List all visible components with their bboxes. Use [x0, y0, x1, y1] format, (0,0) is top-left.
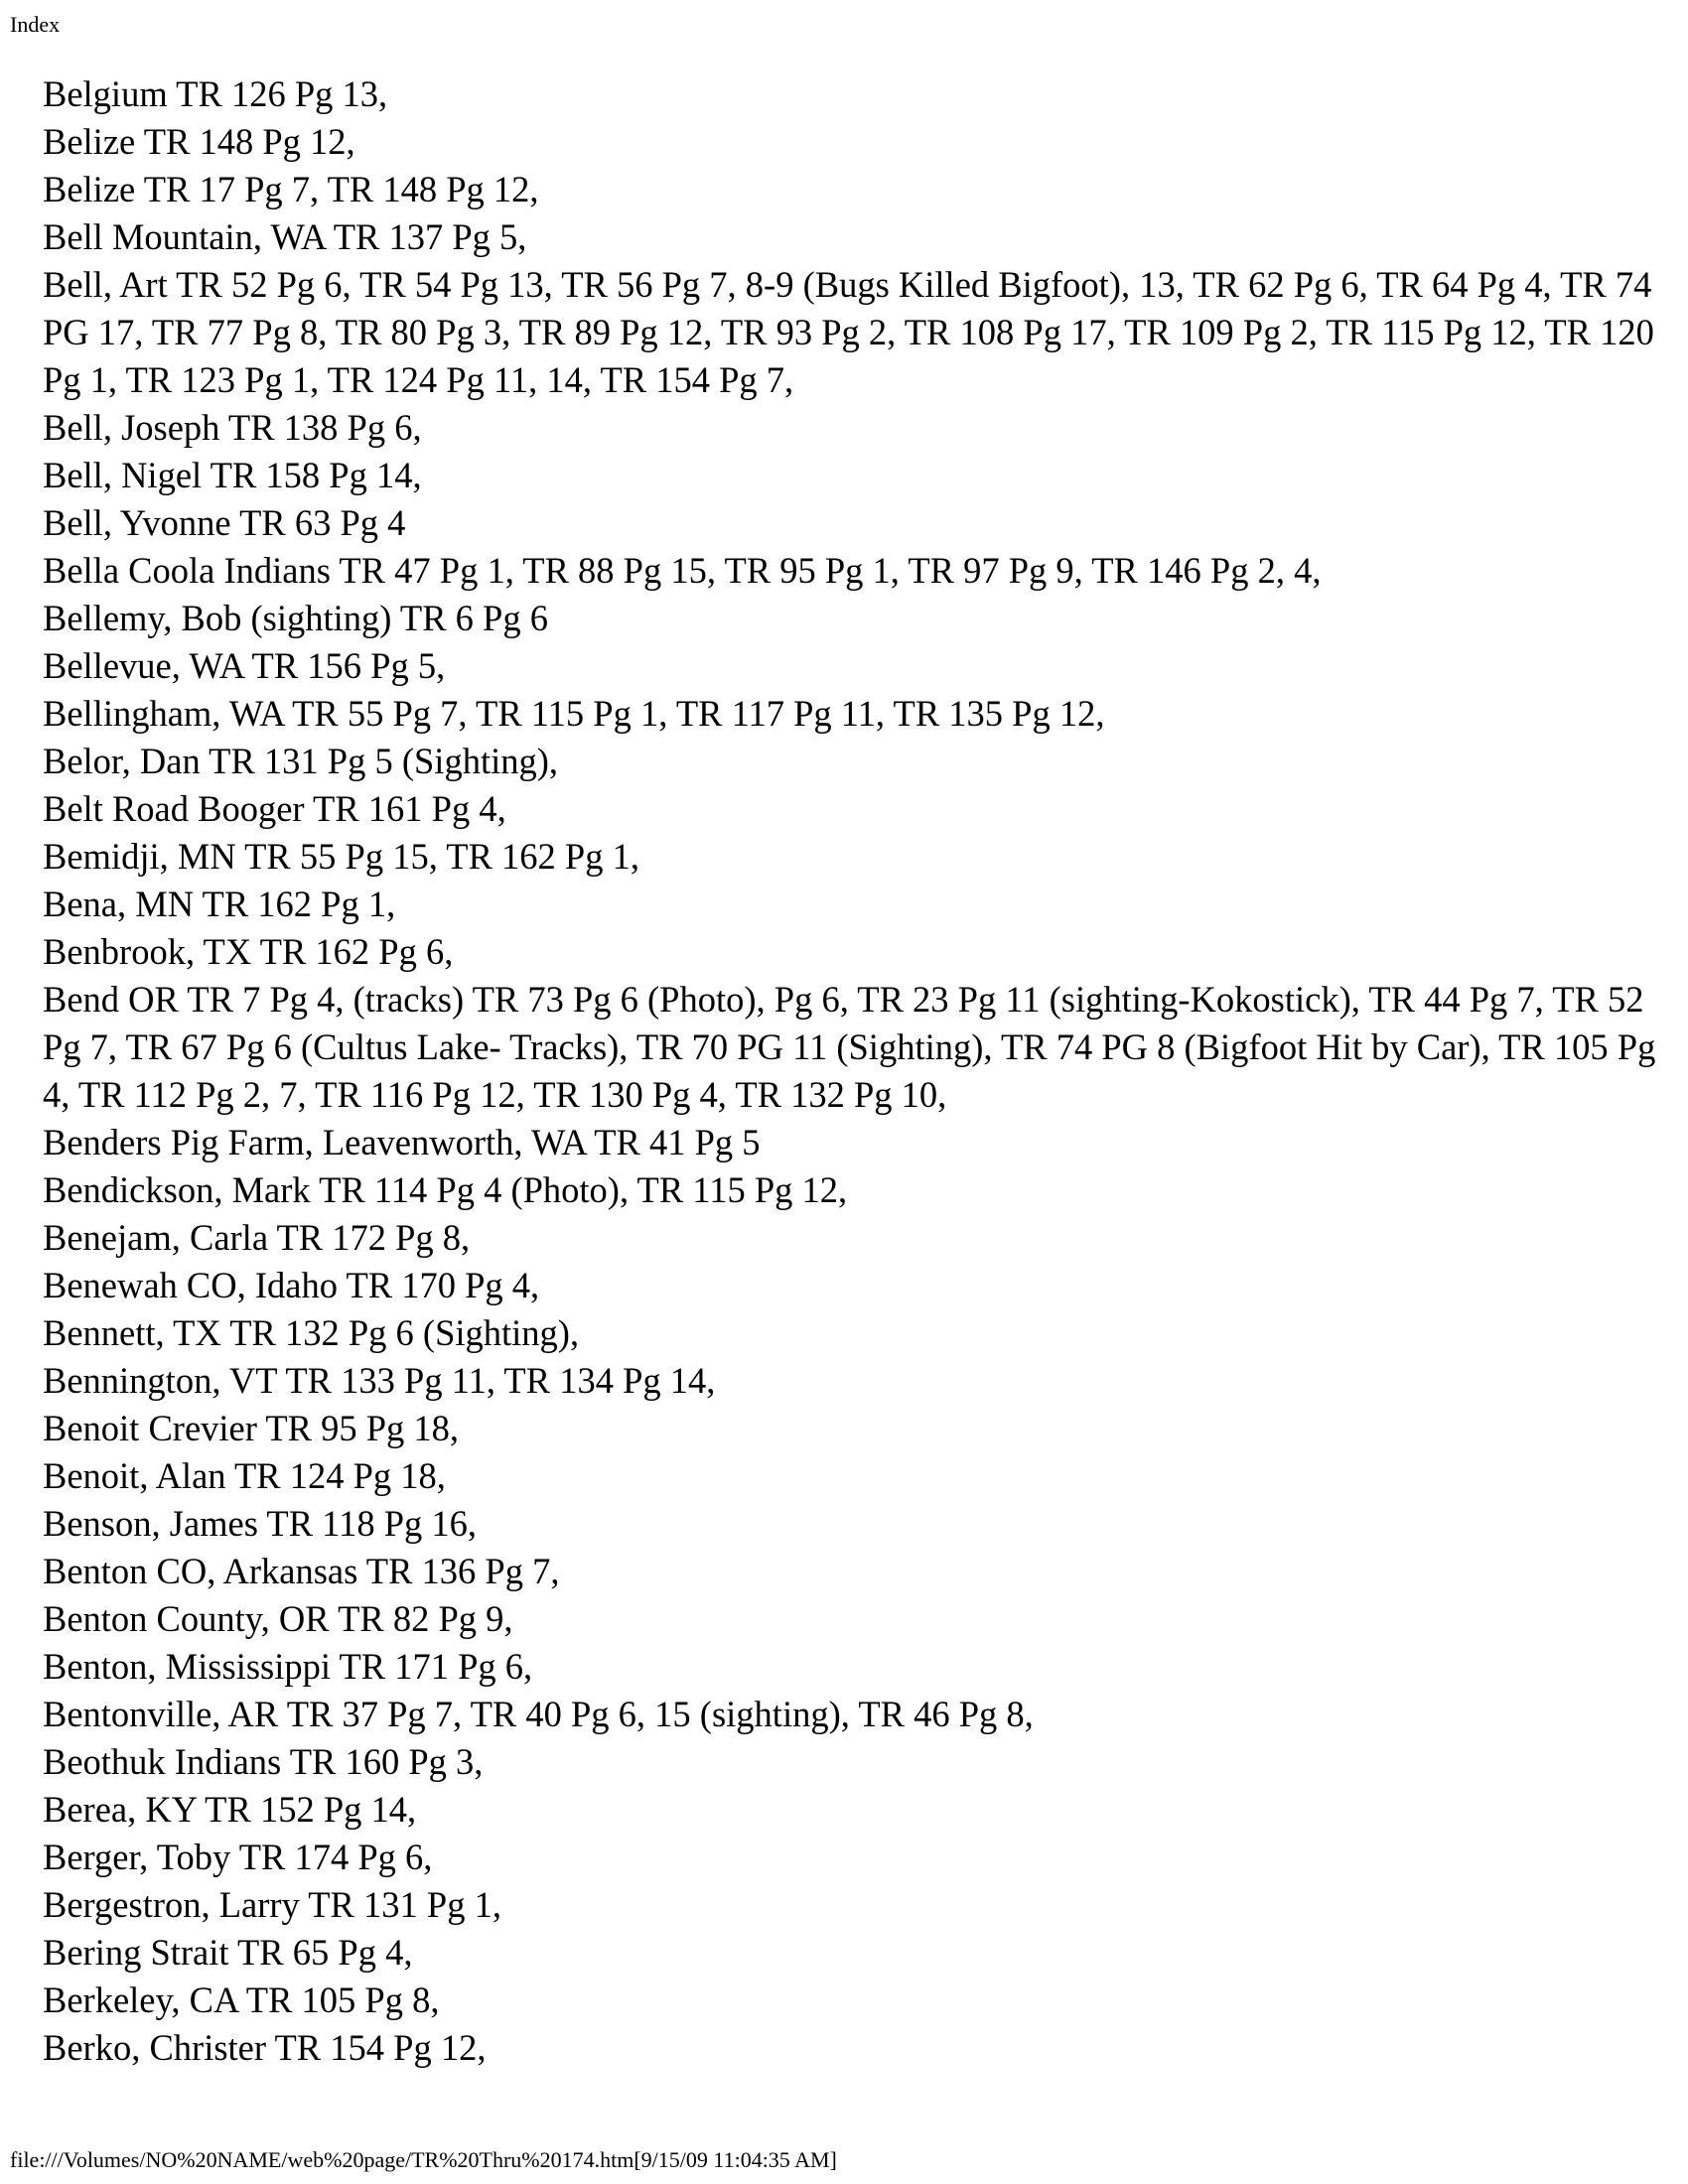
index-entry: Benejam, Carla TR 172 Pg 8,: [43, 1217, 471, 1258]
index-entry: Belor, Dan TR 131 Pg 5 (Sighting),: [43, 741, 559, 781]
index-entry: Benders Pig Farm, Leavenworth, WA TR 41 Pg 5: [43, 1122, 761, 1162]
index-entry: Bena, MN TR 162 Pg 1,: [43, 884, 396, 924]
index-entry: Belgium TR 126 Pg 13,: [43, 73, 388, 114]
index-entry: Berea, KY TR 152 Pg 14,: [43, 1789, 417, 1830]
index-entry: Bell, Nigel TR 158 Pg 14,: [43, 455, 422, 495]
index-entry: Bell, Joseph TR 138 Pg 6,: [43, 407, 422, 448]
index-entry: Berger, Toby TR 174 Pg 6,: [43, 1837, 433, 1877]
index-entry: Bering Strait TR 65 Pg 4,: [43, 1932, 413, 1973]
index-entry: Benewah CO, Idaho TR 170 Pg 4,: [43, 1265, 540, 1305]
index-entry: Belt Road Booger TR 161 Pg 4,: [43, 788, 506, 829]
index-entry: Benton County, OR TR 82 Pg 9,: [43, 1598, 513, 1639]
index-entry: Bella Coola Indians TR 47 Pg 1, TR 88 Pg 15, TR 95 Pg 1, TR 97 Pg 9, TR 146 Pg 2, 4,: [43, 550, 1322, 591]
index-entry: Bellingham, WA TR 55 Pg 7, TR 115 Pg 1, TR 117 Pg 11, TR 135 Pg 12,: [43, 693, 1105, 734]
index-entry: Benoit Crevier TR 95 Pg 18,: [43, 1408, 460, 1448]
index-entry: Berkeley, CA TR 105 Pg 8,: [43, 1979, 440, 2020]
index-entry: Bennington, VT TR 133 Pg 11, TR 134 Pg 14,: [43, 1360, 716, 1401]
index-entry: Bend OR TR 7 Pg 4, (tracks) TR 73 Pg 6 (Photo), Pg 6, TR 23 Pg 11 (sighting-Kokostick), TR 44 Pg 7, TR 52 Pg 7, TR 67 Pg 6 (Cultus Lake- Tracks), TR 70 PG 11 (Sighting), TR 74 PG 8 (Bigfoot Hit by Car), TR 105 Pg 4, TR 112 Pg 2, 7, TR 116 Pg 12, TR 130 Pg 4, TR 132 Pg 10,: [43, 979, 1656, 1115]
index-entry: Belize TR 17 Pg 7, TR 148 Pg 12,: [43, 169, 539, 209]
index-entry: Bellemy, Bob (sighting) TR 6 Pg 6: [43, 598, 548, 638]
index-entry: Bendickson, Mark TR 114 Pg 4 (Photo), TR 115 Pg 12,: [43, 1169, 848, 1210]
index-entry: Bell, Yvonne TR 63 Pg 4: [43, 502, 406, 543]
index-entry: Bellevue, WA TR 156 Pg 5,: [43, 645, 446, 686]
index-entry: Benton CO, Arkansas TR 136 Pg 7,: [43, 1551, 560, 1591]
index-entry: Benoit, Alan TR 124 Pg 18,: [43, 1455, 446, 1496]
index-list: [43, 70, 1661, 2072]
page-title: Index: [10, 12, 61, 37]
index-entry: Belize TR 148 Pg 12,: [43, 121, 355, 162]
index-entry: Bemidji, MN TR 55 Pg 15, TR 162 Pg 1,: [43, 836, 639, 877]
index-entry: Bell Mountain, WA TR 137 Pg 5,: [43, 216, 527, 257]
index-entry: Benson, James TR 118 Pg 16,: [43, 1503, 478, 1544]
index-entry: Benbrook, TX TR 162 Pg 6,: [43, 931, 454, 972]
index-entry: Bennett, TX TR 132 Pg 6 (Sighting),: [43, 1312, 580, 1353]
index-entry: Berko, Christer TR 154 Pg 12,: [43, 2027, 487, 2068]
file-path-footer: file:///Volumes/NO%20NAME/web%20page/TR%20Thru%20174.htm[9/15/09 11:04:35 AM]: [10, 2147, 837, 2172]
index-entry: Beothuk Indians TR 160 Pg 3,: [43, 1741, 484, 1782]
index-entry: Benton, Mississippi TR 171 Pg 6,: [43, 1646, 533, 1687]
index-entry: Bell, Art TR 52 Pg 6, TR 54 Pg 13, TR 56 Pg 7, 8-9 (Bugs Killed Bigfoot), 13, TR 62 Pg 6, TR 64 Pg 4, TR 74 PG 17, TR 77 Pg 8, TR 80 Pg 3, TR 89 Pg 12, TR 93 Pg 2, TR 108 Pg 17, TR 109 Pg 2, TR 115 Pg 12, TR 120 Pg 1, TR 123 Pg 1, TR 124 Pg 11, 14, TR 154 Pg 7,: [43, 264, 1654, 400]
index-entry: Bergestron, Larry TR 131 Pg 1,: [43, 1884, 501, 1925]
index-entry: Bentonville, AR TR 37 Pg 7, TR 40 Pg 6, 15 (sighting), TR 46 Pg 8,: [43, 1694, 1034, 1734]
